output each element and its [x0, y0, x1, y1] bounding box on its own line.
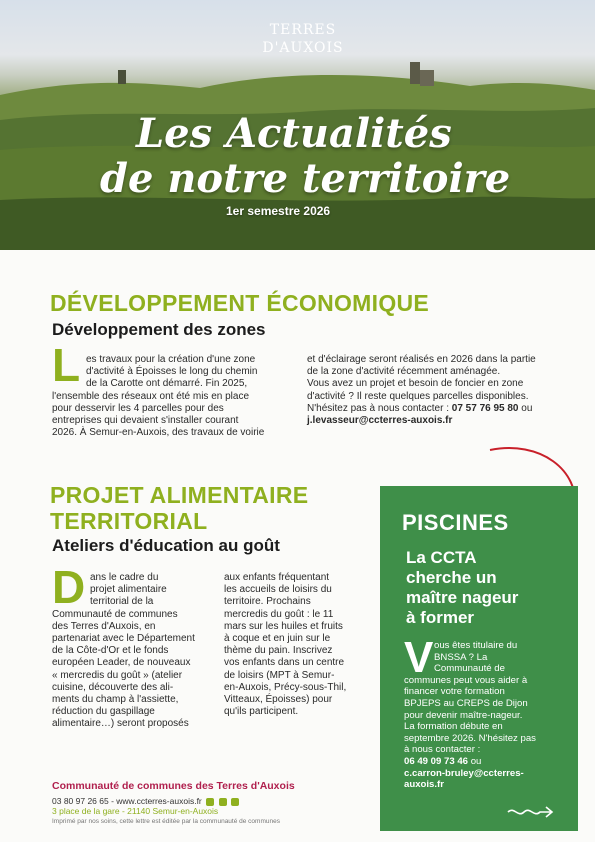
- piscines-phone[interactable]: 06 49 09 73 46: [404, 755, 469, 767]
- eco-email[interactable]: j.levasseur@ccterres-auxois.fr: [307, 415, 453, 427]
- piscines-email[interactable]: c.carron-bruley@ccterres- auxois.fr: [404, 767, 524, 791]
- piscines-subtitle: La CCTA cherche un maître nageur à former: [406, 548, 519, 627]
- pat-col2: aux enfants fréquentant les accueils de loisirs du territoire. Prochains mercredis du goût : le 11 mars sur les huiles et fruits à coque et en juin sur le thème du pain. Inscrivez vos enfants dans un centre de loisirs (MPT à Semur- en-Auxois, Précy-sous-Thil, Vitteaux, Époisses) pour qu'ils participent.: [224, 572, 347, 718]
- eco-col2: et d'éclairage seront réalisés en 2026 dans la partie de la zone d'activité récemment aménagée. Vous avez un projet et besoin de foncier en zone d'activité ? Il reste quelques parcelles disponibles. N'hésitez pas à nous contacter : 07 57 76 95 80 ou j.levasseur@ccterres-auxois.fr: [307, 354, 557, 427]
- wave-arrow-icon: [506, 804, 556, 820]
- pat-section-title: PROJET ALIMENTAIRE TERRITORIAL: [50, 482, 309, 534]
- page-title-line1: Les Actualités: [136, 110, 452, 157]
- facebook-icon[interactable]: [219, 798, 227, 806]
- piscines-box: [380, 486, 578, 831]
- eco-phone[interactable]: 07 57 76 95 80: [451, 402, 519, 414]
- linkedin-icon[interactable]: [231, 798, 239, 806]
- pat-dropcap: D: [52, 561, 86, 613]
- footer-contact: 03 80 97 26 65 - www.ccterres-auxois.fr: [52, 796, 239, 806]
- eco-section-title: DÉVELOPPEMENT ÉCONOMIQUE: [50, 290, 430, 316]
- eco-dropcap: L: [52, 339, 81, 391]
- piscines-dropcap: V: [404, 633, 434, 682]
- footer-fineprint: Imprimé par nos soins, cette lettre est éditée par la communauté de communes: [52, 818, 280, 825]
- pat-col1: ans le cadre du projet alimentaire territorial de la Communauté de communes des Terres d'Auxois, en partenariat avec le Département de la Côte-d'Or et le fonds européen Leader, de nouveaux « mercredis du goût » (atelier cuisine, découverte des ali- ments du champ à l'assiette, réduction du gaspillage alimentaire…) seront proposés: [52, 572, 195, 730]
- semester-label: 1er semestre 2026: [226, 204, 331, 218]
- piscines-title: PISCINES: [402, 510, 509, 535]
- page-title-line2: de notre territoire: [100, 155, 511, 202]
- header-banner: [0, 0, 595, 250]
- eco-section-subtitle: Développement des zones: [52, 320, 266, 339]
- footer-address: 3 place de la gare - 21140 Semur-en-Auxois: [52, 806, 219, 816]
- pat-section-subtitle: Ateliers d'éducation au goût: [52, 536, 280, 555]
- terres-auxois-logo: TERRES D'AUXOIS: [262, 22, 344, 56]
- piscines-body: ous êtes titulaire du BNSSA ? La Communauté de communes peut vous aider à financer votre formation BPJEPS au CREPS de Dijon pour devenir maître-nageur. La formation débute en septembre 2026. N'hésitez pas à nous contacter : 06 49 09 73 46 ou c.carron-bruley@ccterres- auxois.fr: [404, 640, 570, 791]
- instagram-icon[interactable]: [206, 798, 214, 806]
- eco-col1: es travaux pour la création d'une zone d'activité à Époisses le long du chemin de la Carotte ont démarré. Fin 2025, l'ensemble des réseaux ont été mis en place pour desservir les 4 parcelles pour des entreprises qui devaient s'installer courant 2026. À Semur-en-Auxois, des travaux de voirie: [52, 354, 265, 439]
- footer-org: Communauté de communes des Terres d'Auxois: [52, 780, 295, 792]
